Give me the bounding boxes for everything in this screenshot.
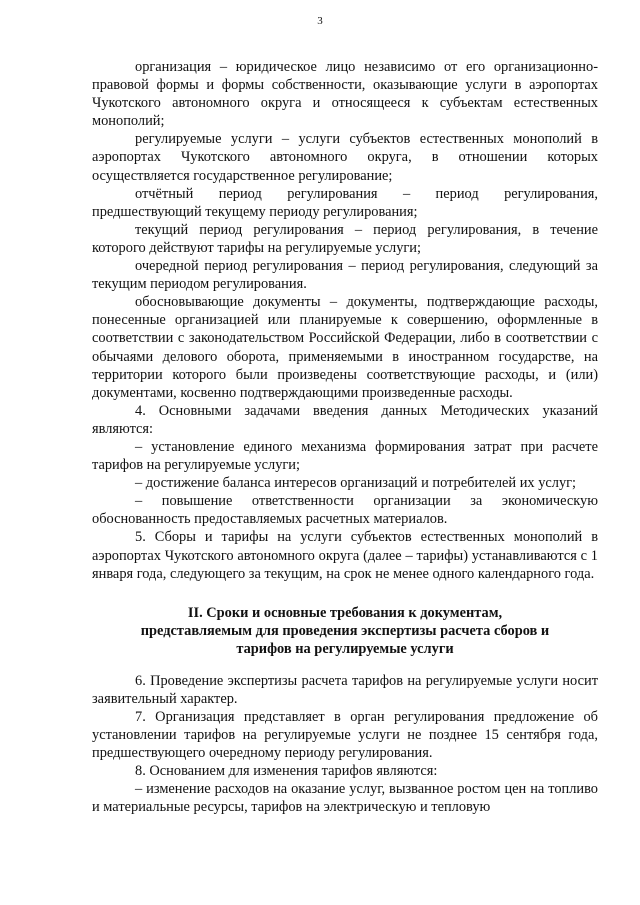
item-4-bullet-2: – достижение баланса интересов организаций и потребителей их услуг; xyxy=(135,475,577,492)
item-4: 4. Основными задачами введения данных Методических указаний являются: xyxy=(92,402,598,437)
section-2-heading-line-2: представляемым для проведения экспертизы расчета сборов и xyxy=(140,622,550,639)
section-2-heading xyxy=(92,604,598,658)
item-4-bullet-1: – установление единого механизма формирования затрат при расчете тарифов на регулируемые услуги; xyxy=(92,438,598,474)
definition-supporting-documents: обосновывающие документы – документы, подтверждающие расходы, понесенные организацией или планируемые к совершению, оформленные в соответствии с законодательством Российской Федерации, либо в соответствии с обычаями делового оборота, применяемыми в иностранном государстве, на территории которого были произведены соответствующие расходы, и (или) документами, косвенно подтверждающими произведенные расходы. xyxy=(92,294,598,401)
definition-regulated-services: регулируемые услуги – услуги субъектов естественных монополий в аэропортах Чукотского автономного округа, в отношении которых осуществляется государственное регулирование; xyxy=(92,131,598,184)
item-6: 6. Проведение экспертизы расчета тарифов на регулируемые услуги носит заявительный характер. xyxy=(92,672,598,707)
definition-current-period: текущий период регулирования – период регулирования, в течение которого действуют тарифы на регулируемые услуги; xyxy=(92,221,598,256)
definition-organization: организация – юридическое лицо независимо от его организационно-правовой формы и формы собственности, оказывающие услуги в аэропортах Чукотского автономного округа и относящееся к субъектам естественных монополий; xyxy=(92,59,598,130)
item-8-bullet-1: – изменение расходов на оказание услуг, вызванное ростом цен на топливо и материальные ресурсы, тарифов на электрическую и тепловую xyxy=(92,781,598,816)
document-body xyxy=(92,58,598,816)
definition-next-period: очередной период регулирования – период регулирования, следующий за текущим периодом регулирования. xyxy=(92,258,598,293)
section-2-heading-line-1: II. Сроки и основные требования к документам, xyxy=(187,604,503,621)
item-7: 7. Организация представляет в орган регулирования предложение об установлении тарифов на регулируемые услуги не позднее 15 сентября года, предшествующего очередному периоду регулирования. xyxy=(92,708,598,762)
item-8: 8. Основанием для изменения тарифов являются: xyxy=(135,763,438,780)
definition-reporting-period: отчётный период регулирования – период регулирования, предшествующий текущему периоду регулирования; xyxy=(92,185,598,220)
section-2-heading-line-3: тарифов на регулируемые услуги xyxy=(236,640,454,657)
item-4-bullet-3: – повышение ответственности организации за экономическую обоснованность предоставляемых расчетных материалов. xyxy=(92,493,598,528)
item-5: 5. Сборы и тарифы на услуги субъектов естественных монополий в аэропортах Чукотского автономного округа (далее – тарифы) устанавливаются с 1 января года, следующего за текущим, на срок не менее одного календарного года. xyxy=(92,529,598,582)
page-number: 3 xyxy=(317,15,323,27)
